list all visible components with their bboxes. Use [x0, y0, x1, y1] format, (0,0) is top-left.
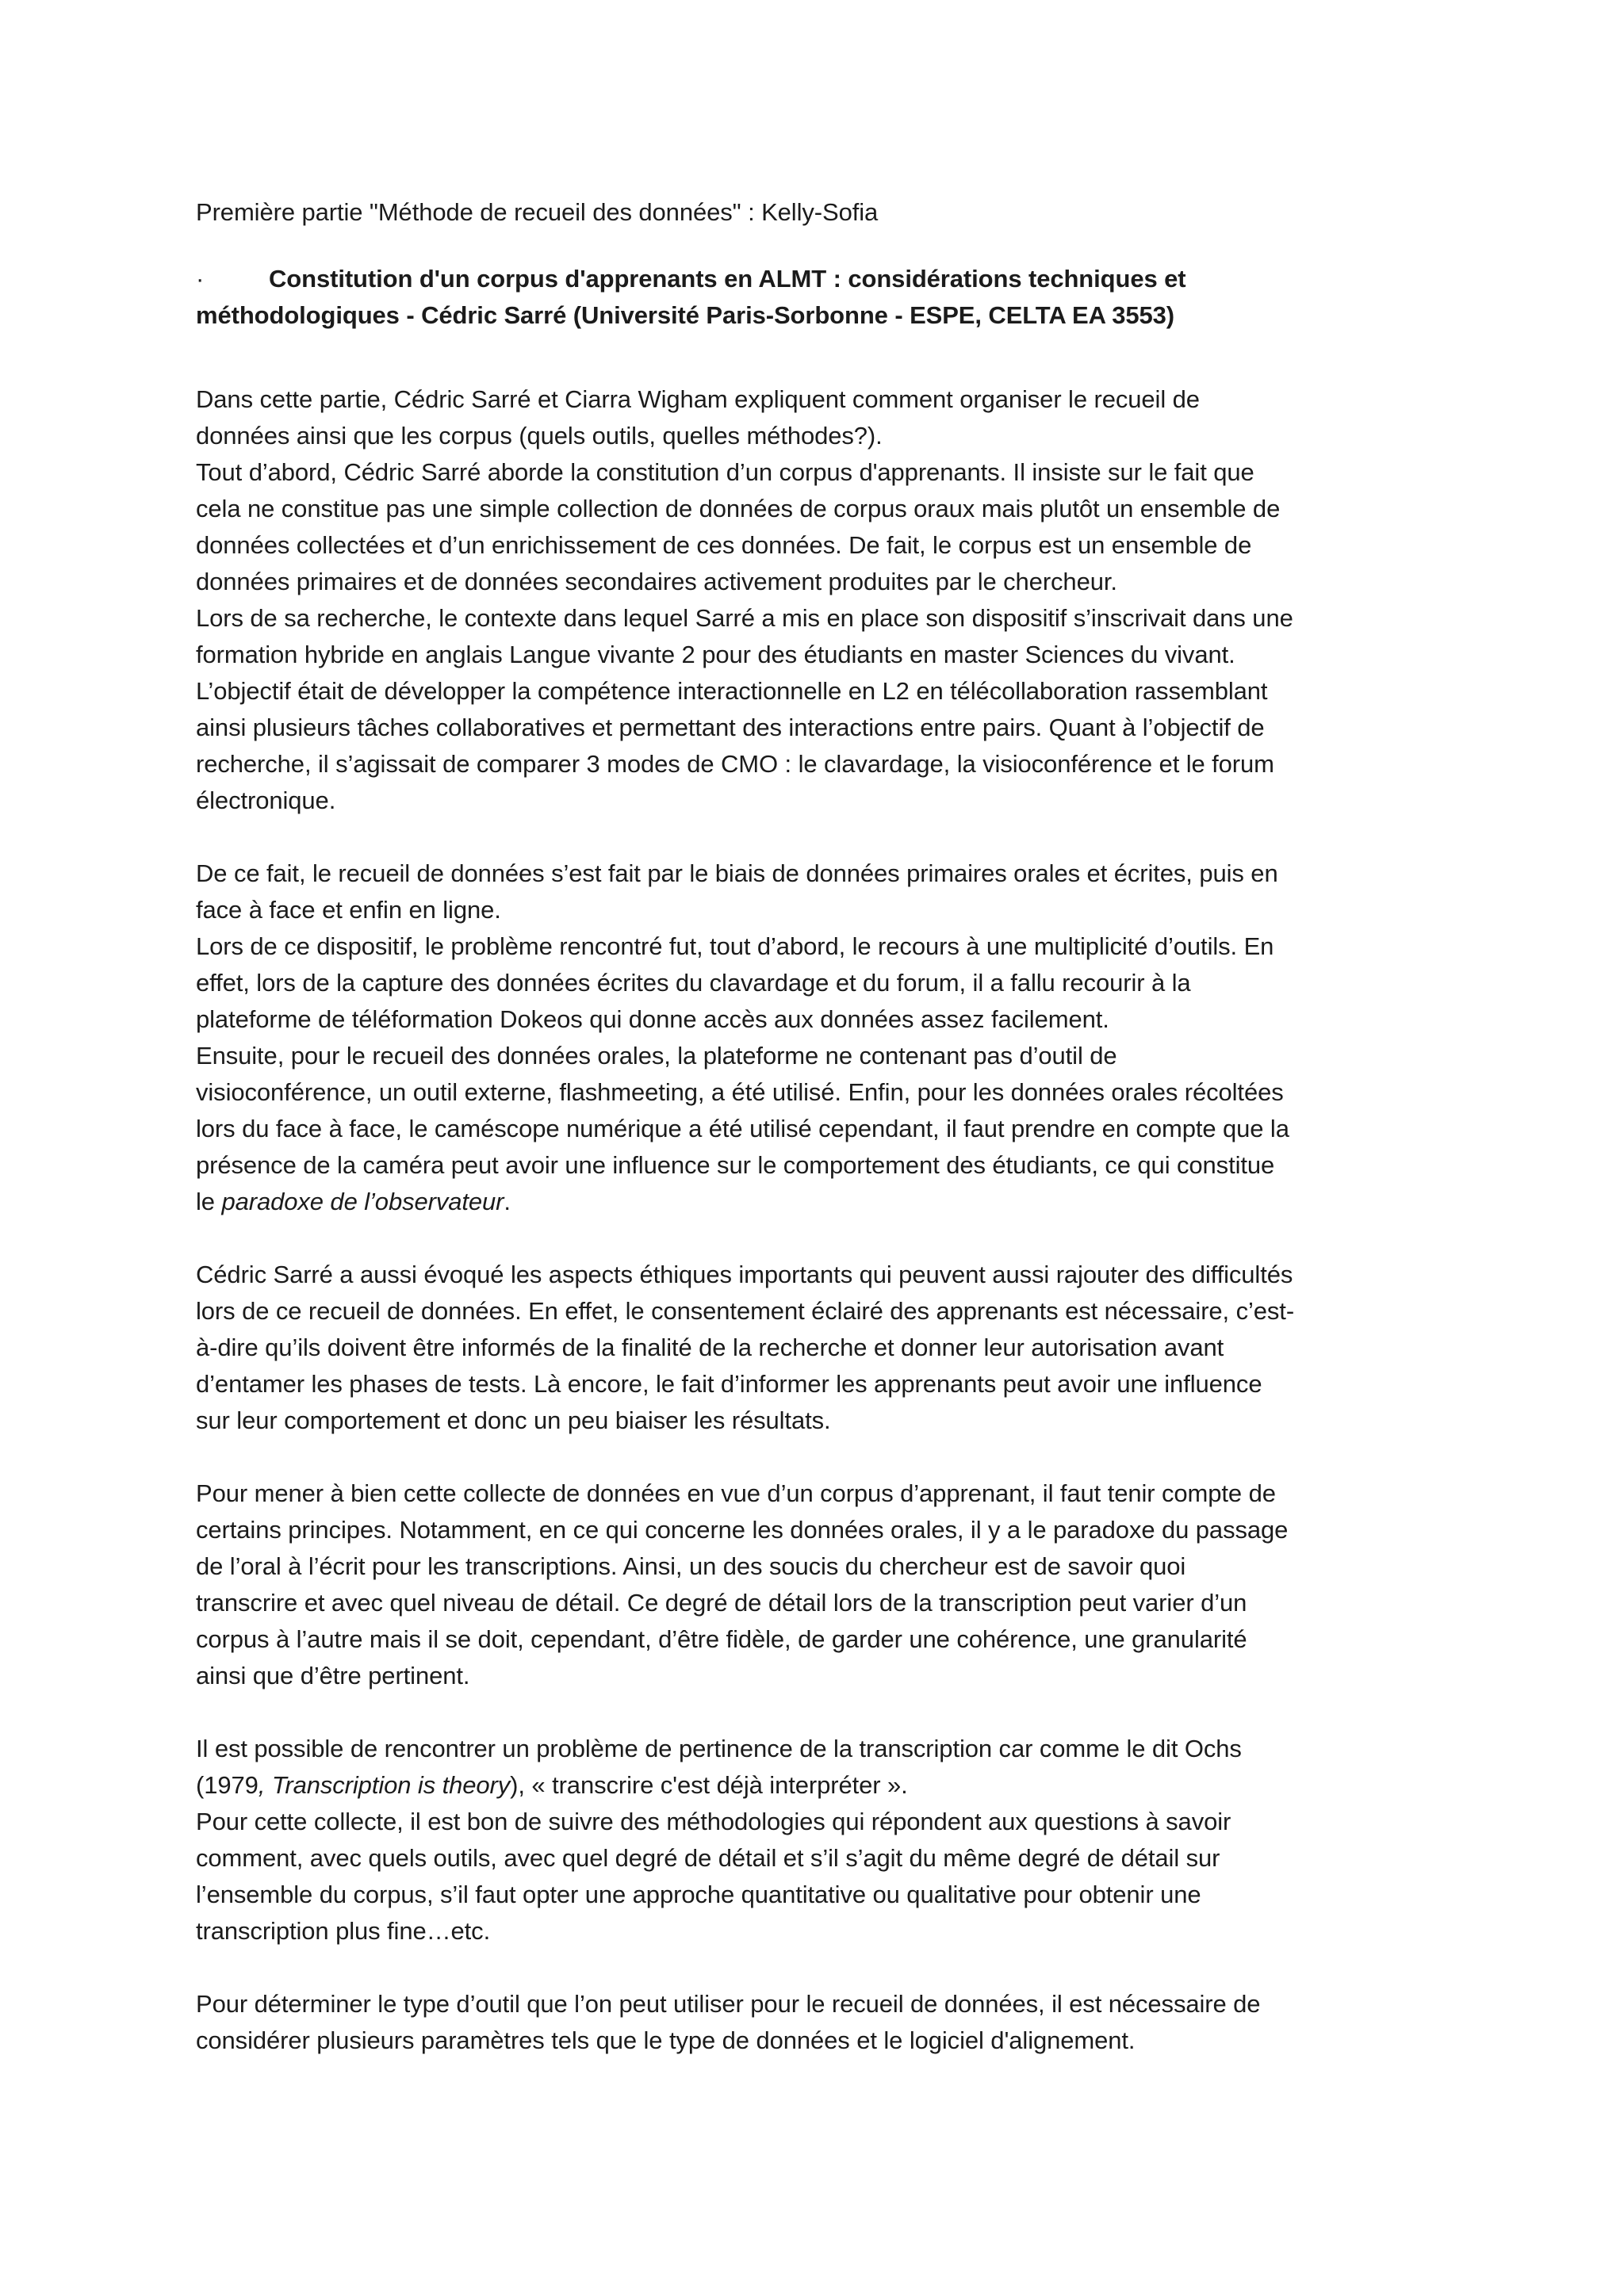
paragraph-line: Pour cette collecte, il est bon de suivre des méthodologies qui répondent aux questions à savoir [196, 1808, 1231, 1835]
paragraph-line: présence de la caméra peut avoir une influence sur le comportement des étudiants, ce qui constitue [196, 1151, 1275, 1179]
document-page [196, 194, 1449, 2095]
paragraph-line: considérer plusieurs paramètres tels que le type de données et le logiciel d'alignement. [196, 2026, 1136, 2054]
paragraph-line: Lors de sa recherche, le contexte dans lequel Sarré a mis en place son dispositif s’inscrivait dans une [196, 604, 1293, 632]
section-title-line-2: méthodologiques - Cédric Sarré (Université Paris-Sorbonne - ESPE, CELTA EA 3553) [196, 301, 1174, 329]
paragraph-2 [196, 855, 1449, 1220]
intro-line-text: Première partie "Méthode de recueil des données" : Kelly-Sofia [196, 198, 879, 226]
paragraph-line: de l’oral à l’écrit pour les transcriptions. Ainsi, un des soucis du chercheur est de savoir quoi [196, 1552, 1186, 1580]
paragraph-1 [196, 381, 1449, 819]
paragraph-line: certains principes. Notamment, en ce qui concerne les données orales, il y a le paradoxe du passage [196, 1516, 1289, 1544]
paragraph-line: Ensuite, pour le recueil des données orales, la plateforme ne contenant pas d’outil de [196, 1042, 1117, 1070]
paragraph-line: données ainsi que les corpus (quels outils, quelles méthodes?). [196, 422, 883, 450]
section-title [196, 261, 1449, 334]
paragraph-line: De ce fait, le recueil de données s’est fait par le biais de données primaires orales et écrites, puis en [196, 859, 1278, 887]
document-intro-line [196, 194, 1449, 231]
paragraph-line: ainsi plusieurs tâches collaboratives et permettant des interactions entre pairs. Quant à l’objectif de [196, 714, 1265, 741]
line-text: (1979 [196, 1771, 259, 1799]
paragraph-3 [196, 1257, 1449, 1439]
paragraph-line: plateforme de téléformation Dokeos qui donne accès aux données assez facilement. [196, 1005, 1109, 1033]
italic-citation: , Transcription is theory [258, 1771, 511, 1799]
paragraph-line: Il est possible de rencontrer un problème de pertinence de la transcription car comme le dit Ochs [196, 1735, 1242, 1762]
paragraph-6 [196, 1986, 1449, 2059]
bullet-marker: · [196, 265, 205, 293]
paragraph-line: lors de ce recueil de données. En effet, le consentement éclairé des apprenants est nécessaire, c’est- [196, 1297, 1295, 1325]
paragraph-line: données collectées et d’un enrichissement de ces données. De fait, le corpus est un ensemble de [196, 531, 1252, 559]
paragraph-line: transcrire et avec quel niveau de détail. Ce degré de détail lors de la transcription peut varier d’un [196, 1589, 1247, 1617]
section-title-line-1 [196, 261, 1449, 297]
paragraph-line: effet, lors de la capture des données écrites du clavardage et du forum, il a fallu recourir à la [196, 969, 1191, 997]
section-title-text-1: Constitution d'un corpus d'apprenants en ALMT : considérations techniques et [269, 265, 1186, 293]
paragraph-4 [196, 1475, 1449, 1694]
paragraph-line: lors du face à face, le caméscope numérique a été utilisé cependant, il faut prendre en compte que la [196, 1115, 1289, 1142]
paragraph-line: cela ne constitue pas une simple collection de données de corpus oraux mais plutôt un ensemble de [196, 495, 1281, 522]
paragraph-line: l’ensemble du corpus, s’il faut opter une approche quantitative ou qualitative pour obtenir une [196, 1881, 1201, 1908]
paragraph-line: face à face et enfin en ligne. [196, 896, 501, 924]
paragraph-line: recherche, il s’agissait de comparer 3 modes de CMO : le clavardage, la visioconférence et le forum [196, 750, 1274, 778]
line-text: le [196, 1188, 222, 1215]
paragraph-line: électronique. [196, 786, 336, 814]
paragraph-line: Tout d’abord, Cédric Sarré aborde la constitution d’un corpus d'apprenants. Il insiste sur le fait que [196, 458, 1254, 486]
paragraph-line: visioconférence, un outil externe, flashmeeting, a été utilisé. Enfin, pour les données orales récoltées [196, 1078, 1284, 1106]
paragraph-line: L’objectif était de développer la compétence interactionnelle en L2 en télécollaboration rassemblant [196, 677, 1268, 705]
line-text: ), « transcrire c'est déjà interpréter ». [510, 1771, 908, 1799]
paragraph-line [196, 1767, 1449, 1804]
paragraph-line: corpus à l’autre mais il se doit, cependant, d’être fidèle, de garder une cohérence, une granularité [196, 1625, 1247, 1653]
paragraph-line [196, 1184, 1449, 1220]
paragraph-5 [196, 1731, 1449, 1950]
paragraph-line: sur leur comportement et donc un peu biaiser les résultats. [196, 1406, 831, 1434]
paragraph-line: comment, avec quels outils, avec quel degré de détail et s’il s’agit du même degré de détail sur [196, 1844, 1220, 1872]
paragraph-line: données primaires et de données secondaires activement produites par le chercheur. [196, 568, 1117, 595]
paragraph-line: d’entamer les phases de tests. Là encore, le fait d’informer les apprenants peut avoir une influence [196, 1370, 1262, 1398]
paragraph-line: Pour déterminer le type d’outil que l’on peut utiliser pour le recueil de données, il est nécessaire de [196, 1990, 1261, 2018]
paragraph-line: formation hybride en anglais Langue vivante 2 pour des étudiants en master Sciences du vivant. [196, 641, 1235, 668]
paragraph-line: Cédric Sarré a aussi évoqué les aspects éthiques importants qui peuvent aussi rajouter des difficultés [196, 1261, 1293, 1288]
paragraph-line: Pour mener à bien cette collecte de données en vue d’un corpus d’apprenant, il faut tenir compte de [196, 1479, 1276, 1507]
italic-term: paradoxe de l’observateur [221, 1188, 504, 1215]
paragraph-line: à-dire qu’ils doivent être informés de la finalité de la recherche et donner leur autorisation avant [196, 1334, 1224, 1361]
paragraph-line: Dans cette partie, Cédric Sarré et Ciarra Wigham expliquent comment organiser le recueil de [196, 385, 1200, 413]
paragraph-line: transcription plus fine…etc. [196, 1917, 491, 1945]
paragraph-line: Lors de ce dispositif, le problème rencontré fut, tout d’abord, le recours à une multiplicité d’outils. En [196, 932, 1274, 960]
line-text: . [504, 1188, 511, 1215]
paragraph-line: ainsi que d’être pertinent. [196, 1662, 470, 1689]
